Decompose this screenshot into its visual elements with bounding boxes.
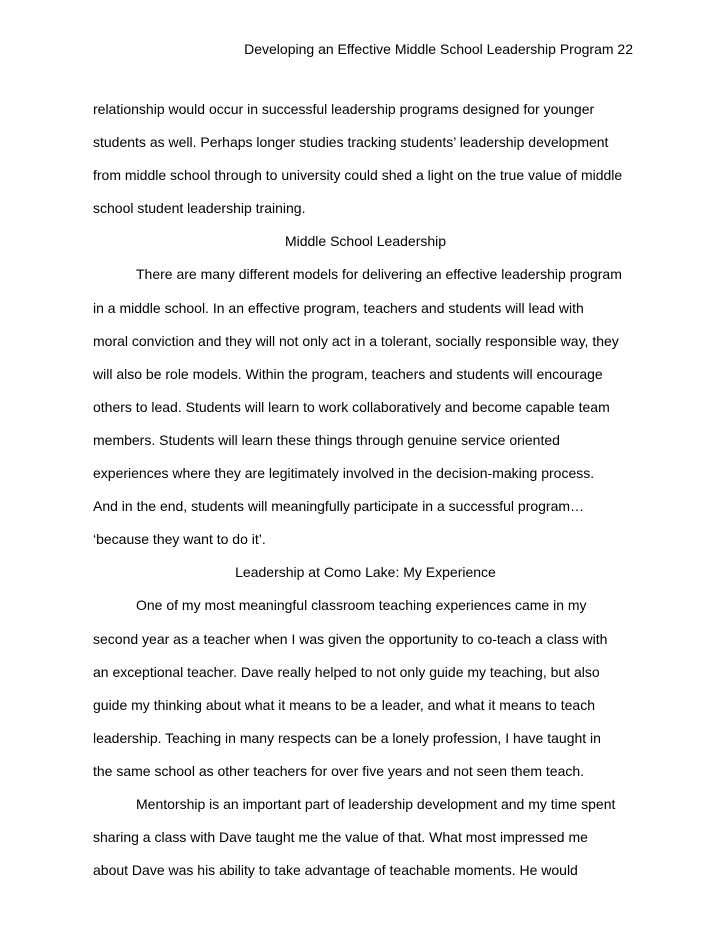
text-line: moral conviction and they will not only act in a tolerant, socially responsible way, they: [93, 332, 619, 349]
text-line: One of my most meaningful classroom teaching experiences came in my: [136, 597, 587, 614]
text-line: the same school as other teachers for over five years and not seen them teach.: [93, 762, 585, 779]
text-line: second year as a teacher when I was given the opportunity to co-teach a class with: [93, 630, 608, 647]
body-text: [93, 93, 638, 887]
text-line: members. Students will learn these things through genuine service oriented: [93, 431, 560, 448]
text-line: others to lead. Students will learn to work collaboratively and become capable team: [93, 398, 610, 415]
text-line: leadership. Teaching in many respects can be a lonely profession, I have taught in: [93, 729, 601, 746]
text-line: from middle school through to university could shed a light on the true value of middle: [93, 167, 623, 184]
text-line: ‘because they want to do it’.: [93, 531, 266, 548]
text-line: students as well. Perhaps longer studies tracking students’ leadership development: [93, 134, 609, 151]
text-line: relationship would occur in successful leadership programs designed for younger: [93, 101, 595, 117]
running-header: Developing an Effective Middle School Leadership Program 22: [244, 41, 633, 57]
text-line: There are many different models for delivering an effective leadership program: [136, 266, 622, 283]
text-line: an exceptional teacher. Dave really helped to not only guide my teaching, but also: [93, 663, 600, 680]
text-line: guide my thinking about what it means to be a leader, and what it means to teach: [93, 696, 595, 713]
text-line: about Dave was his ability to take advantage of teachable moments. He would: [93, 862, 578, 879]
text-line: school student leadership training.: [93, 200, 306, 217]
text-line: Mentorship is an important part of leadership development and my time spent: [136, 795, 616, 812]
text-line: sharing a class with Dave taught me the value of that. What most impressed me: [93, 829, 588, 846]
text-line: experiences where they are legitimately involved in the decision-making process.: [93, 465, 595, 482]
section-heading: Middle School Leadership: [284, 233, 447, 250]
section-heading: Leadership at Como Lake: My Experience: [235, 564, 496, 581]
text-line: in a middle school. In an effective program, teachers and students will lead with: [93, 299, 584, 316]
text-line: will also be role models. Within the program, teachers and students will encourage: [93, 365, 603, 382]
text-line: And in the end, students will meaningfully participate in a successful program…: [93, 498, 585, 515]
